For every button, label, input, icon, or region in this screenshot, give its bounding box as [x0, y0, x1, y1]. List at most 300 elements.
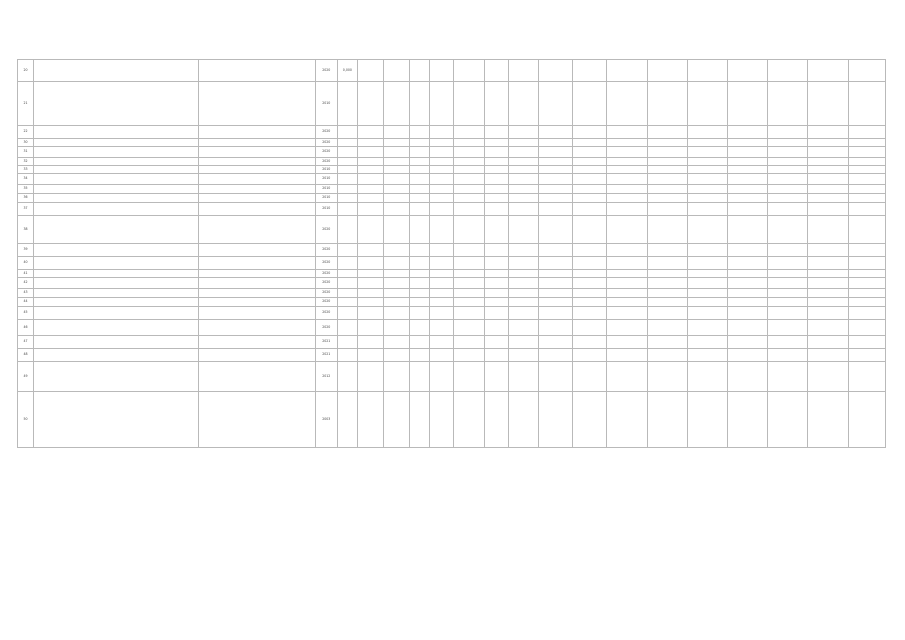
table-cell: [768, 60, 808, 82]
table-cell: [808, 194, 848, 203]
table-cell: [337, 194, 357, 203]
table-cell: [508, 185, 538, 194]
table-cell: [410, 174, 430, 185]
table-cell: [410, 158, 430, 166]
table-cell: [607, 278, 647, 289]
table-cell: [357, 278, 383, 289]
year-cell: 2010: [315, 185, 337, 194]
table-cell: [647, 349, 687, 362]
table-cell: [508, 166, 538, 174]
table-cell: [454, 298, 484, 307]
table-cell: [454, 392, 484, 448]
table-cell: [34, 126, 199, 139]
table-cell: [848, 60, 885, 82]
table-cell: [607, 216, 647, 244]
table-cell: [384, 185, 410, 194]
table-cell: [410, 126, 430, 139]
table-row: [18, 289, 886, 298]
table-cell: [647, 216, 687, 244]
table-cell: [337, 126, 357, 139]
table-cell: [430, 147, 454, 158]
table-cell: [768, 203, 808, 216]
row-number-cell: 48: [18, 349, 34, 362]
table-cell: [410, 307, 430, 320]
table-cell: [410, 270, 430, 278]
table-cell: [34, 158, 199, 166]
table-cell: [410, 203, 430, 216]
table-cell: [573, 244, 607, 257]
table-row: [18, 60, 886, 82]
table-cell: [808, 362, 848, 392]
table-cell: [34, 139, 199, 147]
table-cell: [573, 289, 607, 298]
table-cell: [357, 60, 383, 82]
table-cell: [808, 392, 848, 448]
table-cell: [727, 336, 767, 349]
table-cell: [199, 289, 316, 298]
table-cell: [410, 185, 430, 194]
table-cell: [384, 139, 410, 147]
table-body: [18, 60, 886, 448]
table-cell: [768, 289, 808, 298]
table-cell: [727, 392, 767, 448]
table-row: [18, 174, 886, 185]
table-cell: [337, 216, 357, 244]
table-cell: [508, 126, 538, 139]
table-cell: [357, 185, 383, 194]
table-cell: [454, 185, 484, 194]
table-cell: [508, 158, 538, 166]
table-cell: [768, 270, 808, 278]
table-cell: [607, 336, 647, 349]
table-cell: [538, 166, 572, 174]
table-cell: [337, 349, 357, 362]
table-cell: [687, 257, 727, 270]
table-row: [18, 203, 886, 216]
table-cell: [454, 158, 484, 166]
year-cell: 2020: [315, 126, 337, 139]
table-cell: [687, 349, 727, 362]
table-cell: [538, 298, 572, 307]
table-cell: [34, 194, 199, 203]
table-cell: [508, 194, 538, 203]
year-cell: 2020: [315, 147, 337, 158]
table-cell: [647, 147, 687, 158]
table-cell: [687, 320, 727, 336]
table-cell: [727, 298, 767, 307]
table-cell: [647, 166, 687, 174]
table-cell: [727, 126, 767, 139]
table-cell: [727, 139, 767, 147]
table-cell: [199, 244, 316, 257]
table-cell: [687, 126, 727, 139]
row-number-cell: 37: [18, 203, 34, 216]
table-cell: [573, 257, 607, 270]
table-cell: [727, 60, 767, 82]
table-cell: [607, 362, 647, 392]
table-cell: [808, 307, 848, 320]
table-cell: [384, 320, 410, 336]
table-cell: [848, 126, 885, 139]
table-cell: [848, 336, 885, 349]
table-cell: [768, 336, 808, 349]
year-cell: 2020: [315, 60, 337, 82]
row-number-cell: 49: [18, 362, 34, 392]
year-cell: 2020: [315, 320, 337, 336]
table-cell: [848, 289, 885, 298]
table-cell: [337, 278, 357, 289]
table-cell: [357, 82, 383, 126]
table-cell: [430, 82, 454, 126]
table-cell: [848, 307, 885, 320]
table-cell: [687, 82, 727, 126]
row-number-cell: 38: [18, 216, 34, 244]
table-cell: [384, 216, 410, 244]
table-cell: [687, 298, 727, 307]
table-cell: [538, 336, 572, 349]
table-cell: [687, 362, 727, 392]
table-cell: [727, 289, 767, 298]
table-cell: [337, 289, 357, 298]
row-number-cell: 34: [18, 174, 34, 185]
table-cell: [34, 166, 199, 174]
table-cell: [430, 392, 454, 448]
table-cell: [848, 147, 885, 158]
table-cell: [484, 392, 508, 448]
table-cell: [430, 203, 454, 216]
table-cell: [199, 60, 316, 82]
table-cell: [687, 158, 727, 166]
table-cell: [384, 126, 410, 139]
table-cell: [607, 320, 647, 336]
table-cell: [357, 244, 383, 257]
table-cell: [410, 139, 430, 147]
table-cell: [410, 216, 430, 244]
table-cell: [848, 278, 885, 289]
table-cell: [430, 289, 454, 298]
table-cell: [34, 307, 199, 320]
table-cell: [34, 270, 199, 278]
table-cell: [484, 126, 508, 139]
table-cell: [727, 349, 767, 362]
table-cell: [199, 147, 316, 158]
row-number-cell: 46: [18, 320, 34, 336]
table-cell: [727, 216, 767, 244]
table-cell: [768, 147, 808, 158]
year-cell: 2010: [315, 166, 337, 174]
table-cell: [484, 194, 508, 203]
table-cell: [647, 278, 687, 289]
table-cell: [808, 147, 848, 158]
table-cell: [508, 216, 538, 244]
table-cell: [727, 244, 767, 257]
table-cell: [384, 147, 410, 158]
table-cell: [454, 270, 484, 278]
table-cell: [647, 307, 687, 320]
table-cell: [384, 203, 410, 216]
table-cell: [357, 307, 383, 320]
row-number-cell: 45: [18, 307, 34, 320]
table-cell: [384, 392, 410, 448]
year-cell: 2010: [315, 174, 337, 185]
table-cell: [337, 270, 357, 278]
table-cell: [34, 289, 199, 298]
table-cell: [607, 257, 647, 270]
table-cell: [607, 60, 647, 82]
table-cell: [573, 185, 607, 194]
table-cell: [848, 349, 885, 362]
table-cell: [430, 278, 454, 289]
table-cell: [454, 257, 484, 270]
table-cell: [687, 60, 727, 82]
table-cell: [768, 185, 808, 194]
table-cell: [538, 244, 572, 257]
table-cell: [454, 349, 484, 362]
table-cell: [573, 320, 607, 336]
table-cell: [384, 60, 410, 82]
table-cell: [768, 320, 808, 336]
table-cell: [607, 392, 647, 448]
table-cell: [848, 244, 885, 257]
table-cell: [384, 174, 410, 185]
table-cell: [34, 216, 199, 244]
table-cell: [199, 158, 316, 166]
table-cell: [199, 174, 316, 185]
table-cell: [337, 203, 357, 216]
table-cell: [768, 139, 808, 147]
table-cell: [768, 349, 808, 362]
table-cell: [410, 82, 430, 126]
table-cell: [538, 278, 572, 289]
year-cell: 2020: [315, 270, 337, 278]
table-cell: [199, 362, 316, 392]
table-cell: [607, 126, 647, 139]
table-cell: [384, 257, 410, 270]
table-cell: [357, 336, 383, 349]
table-cell: [647, 320, 687, 336]
table-cell: [727, 166, 767, 174]
table-row: [18, 257, 886, 270]
table-cell: [454, 60, 484, 82]
table-cell: [647, 270, 687, 278]
table-cell: [768, 166, 808, 174]
table-cell: [430, 244, 454, 257]
table-cell: [410, 349, 430, 362]
table-cell: [410, 194, 430, 203]
table-cell: [384, 362, 410, 392]
table-cell: [808, 244, 848, 257]
year-cell: 2021: [315, 336, 337, 349]
row-number-cell: 32: [18, 158, 34, 166]
table-cell: [484, 60, 508, 82]
table-cell: [768, 362, 808, 392]
table-cell: [607, 307, 647, 320]
table-cell: [337, 320, 357, 336]
table-cell: [430, 336, 454, 349]
table-cell: [508, 349, 538, 362]
table-cell: [337, 166, 357, 174]
table-cell: [357, 289, 383, 298]
table-cell: 0,000: [337, 60, 357, 82]
table-cell: [384, 194, 410, 203]
table-cell: [484, 289, 508, 298]
table-cell: [538, 349, 572, 362]
table-cell: [508, 257, 538, 270]
table-cell: [357, 270, 383, 278]
table-row: [18, 349, 886, 362]
table-row: [18, 392, 886, 448]
table-cell: [848, 216, 885, 244]
table-cell: [484, 336, 508, 349]
table-cell: [199, 194, 316, 203]
row-number-cell: 40: [18, 257, 34, 270]
table-cell: [687, 244, 727, 257]
table-cell: [430, 257, 454, 270]
table-cell: [199, 166, 316, 174]
table-row: [18, 194, 886, 203]
table-cell: [647, 257, 687, 270]
table-cell: [34, 257, 199, 270]
table-cell: [808, 158, 848, 166]
year-cell: 2012: [315, 362, 337, 392]
table-cell: [573, 174, 607, 185]
table-cell: [687, 392, 727, 448]
table-cell: [538, 216, 572, 244]
table-cell: [848, 298, 885, 307]
table-cell: [573, 60, 607, 82]
table-cell: [647, 60, 687, 82]
table-cell: [607, 147, 647, 158]
table-cell: [768, 82, 808, 126]
table-cell: [538, 147, 572, 158]
table-cell: [808, 203, 848, 216]
table-cell: [808, 349, 848, 362]
table-cell: [687, 147, 727, 158]
table-cell: [430, 60, 454, 82]
table-cell: [727, 203, 767, 216]
table-row: [18, 185, 886, 194]
table-cell: [199, 82, 316, 126]
table-cell: [647, 174, 687, 185]
table-cell: [607, 298, 647, 307]
table-cell: [454, 166, 484, 174]
table-cell: [430, 270, 454, 278]
table-cell: [199, 307, 316, 320]
table-cell: [647, 139, 687, 147]
table-cell: [357, 203, 383, 216]
table-cell: [808, 174, 848, 185]
table-cell: [727, 82, 767, 126]
table-cell: [848, 270, 885, 278]
table-cell: [337, 298, 357, 307]
table-cell: [508, 147, 538, 158]
table-cell: [199, 139, 316, 147]
table-cell: [607, 289, 647, 298]
table-cell: [647, 392, 687, 448]
table-cell: [848, 194, 885, 203]
table-cell: [538, 289, 572, 298]
table-cell: [508, 60, 538, 82]
table-cell: [430, 216, 454, 244]
table-row: [18, 270, 886, 278]
table-cell: [384, 158, 410, 166]
table-cell: [538, 185, 572, 194]
table-cell: [727, 194, 767, 203]
table-cell: [573, 126, 607, 139]
table-cell: [808, 185, 848, 194]
table-cell: [410, 298, 430, 307]
table-row: [18, 82, 886, 126]
table-cell: [768, 392, 808, 448]
table-cell: [687, 289, 727, 298]
table-cell: [647, 362, 687, 392]
table-cell: [454, 82, 484, 126]
table-cell: [430, 126, 454, 139]
table-cell: [454, 244, 484, 257]
table-cell: [357, 392, 383, 448]
table-row: [18, 278, 886, 289]
row-number-cell: 36: [18, 194, 34, 203]
table-cell: [573, 166, 607, 174]
table-cell: [430, 166, 454, 174]
table-cell: [607, 270, 647, 278]
table-cell: [454, 194, 484, 203]
table-cell: [199, 216, 316, 244]
table-cell: [727, 362, 767, 392]
table-cell: [607, 203, 647, 216]
row-number-cell: 33: [18, 166, 34, 174]
table-cell: [538, 362, 572, 392]
table-cell: [848, 82, 885, 126]
table-cell: [768, 126, 808, 139]
table-cell: [573, 270, 607, 278]
year-cell: 2010: [315, 194, 337, 203]
table-cell: [34, 147, 199, 158]
table-cell: [484, 216, 508, 244]
table-cell: [573, 203, 607, 216]
table-cell: [647, 126, 687, 139]
table-cell: [647, 194, 687, 203]
table-cell: [573, 147, 607, 158]
row-number-cell: 42: [18, 278, 34, 289]
table-cell: [199, 185, 316, 194]
table-cell: [607, 349, 647, 362]
table-cell: [508, 362, 538, 392]
table-cell: [573, 307, 607, 320]
row-number-cell: 44: [18, 298, 34, 307]
table-cell: [357, 126, 383, 139]
table-cell: [199, 126, 316, 139]
table-cell: [538, 139, 572, 147]
table-cell: [430, 298, 454, 307]
table-cell: [727, 270, 767, 278]
table-cell: [727, 257, 767, 270]
table-cell: [337, 147, 357, 158]
table-cell: [607, 158, 647, 166]
table-cell: [34, 203, 199, 216]
table-cell: [808, 270, 848, 278]
table-cell: [607, 185, 647, 194]
table-cell: [508, 139, 538, 147]
table-row: [18, 158, 886, 166]
table-cell: [808, 289, 848, 298]
row-number-cell: 41: [18, 270, 34, 278]
row-number-cell: 43: [18, 289, 34, 298]
year-cell: 2020: [315, 216, 337, 244]
table-cell: [848, 139, 885, 147]
table-cell: [808, 257, 848, 270]
table-cell: [384, 289, 410, 298]
